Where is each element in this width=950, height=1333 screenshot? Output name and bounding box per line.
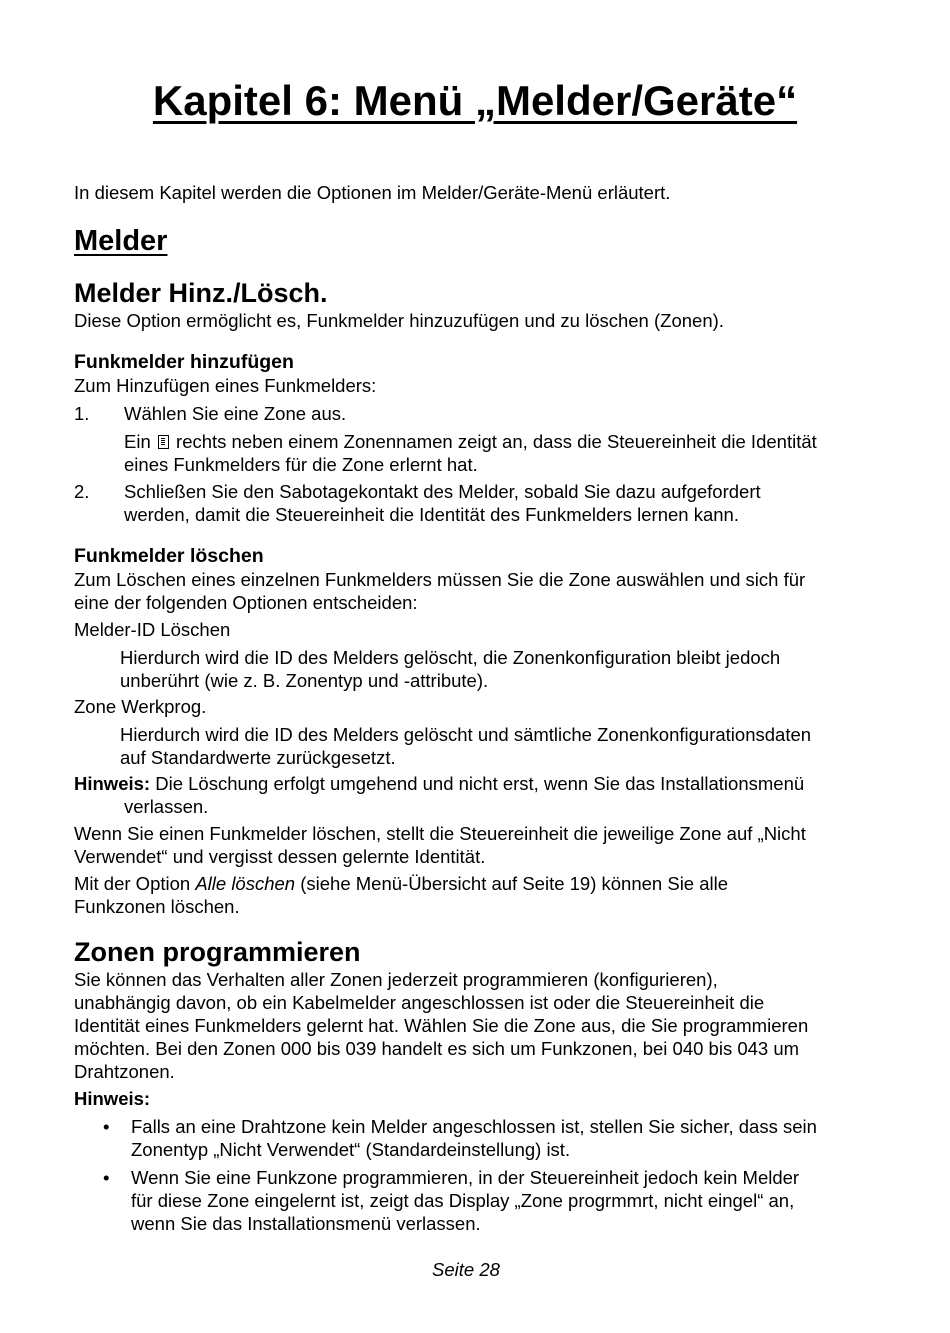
intro-paragraph: In diesem Kapitel werden die Optionen im Melder/Geräte-Menü erläutert. bbox=[74, 182, 671, 203]
bullet-1-line-2: Zonentyp „Nicht Verwendet“ (Standardeinstellung) ist. bbox=[131, 1139, 571, 1160]
bullet-1-marker: • bbox=[103, 1116, 110, 1137]
option-1-description-line-2: unberührt (wie z. B. Zonentyp und -attribute). bbox=[120, 670, 489, 691]
delete-paragraph-2-line-2: Funkzonen löschen. bbox=[74, 896, 240, 917]
step-1-note-line-2: eines Funkmelders für die Zone erlernt hat. bbox=[124, 454, 478, 475]
delete-paragraph-1-line-1: Wenn Sie einen Funkmelder löschen, stellt die Steuereinheit die jeweilige Zone auf „Nicht bbox=[74, 823, 806, 844]
step-1-text: Wählen Sie eine Zone aus. bbox=[124, 403, 347, 424]
zonen-text-line-4: möchten. Bei den Zonen 000 bis 039 handelt es sich um Funkzonen, bei 040 bis 043 um bbox=[74, 1038, 800, 1059]
zonen-text-line-5: Drahtzonen. bbox=[74, 1061, 175, 1082]
zone-learned-icon bbox=[158, 435, 169, 449]
heading-funkmelder-loeschen: Funkmelder löschen bbox=[74, 545, 264, 567]
option-label-zone-werkprog: Zone Werkprog. bbox=[74, 696, 207, 717]
bullet-2-marker: • bbox=[103, 1167, 110, 1188]
step-number-2: 2. bbox=[74, 481, 90, 502]
delete-paragraph-2-line-1 bbox=[74, 872, 728, 895]
subsection-description: Diese Option ermöglicht es, Funkmelder hinzuzufügen und zu löschen (Zonen). bbox=[74, 310, 724, 331]
delete-note-line-2: verlassen. bbox=[124, 796, 209, 817]
option-2-description-line-1: Hierdurch wird die ID des Melders gelöscht und sämtliche Zonenkonfigurationsdaten bbox=[120, 724, 812, 745]
step-1-note-line-1 bbox=[124, 430, 817, 453]
note-label: Hinweis: bbox=[74, 773, 151, 794]
step-number-1: 1. bbox=[74, 403, 90, 424]
bullet-2-line-2: für diese Zone eingelernt ist, zeigt das Display „Zone progrmmrt, nicht eingel“ an, bbox=[131, 1190, 795, 1211]
zonen-text-line-2: unabhängig davon, ob ein Kabelmelder angeschlossen ist oder die Steuereinheit die bbox=[74, 992, 765, 1013]
step-2-line-1: Schließen Sie den Sabotagekontakt des Melder, sobald Sie dazu aufgefordert bbox=[124, 481, 761, 502]
zonen-text-line-1: Sie können das Verhalten aller Zonen jederzeit programmieren (konfigurieren), bbox=[74, 969, 718, 990]
zonen-text-line-3: Identität eines Funkmelders gelernt hat. Wählen Sie die Zone aus, die Sie programmieren bbox=[74, 1015, 809, 1036]
delete-lead-line-2: eine der folgenden Optionen entscheiden: bbox=[74, 592, 418, 613]
para-2-start: Mit der Option bbox=[74, 873, 191, 894]
page-number: Seite 28 bbox=[432, 1259, 500, 1280]
para-2-end: (siehe Menü-Übersicht auf Seite 19) können Sie alle bbox=[300, 873, 729, 894]
subsection-heading-melder-hinz-loesch: Melder Hinz./Lösch. bbox=[74, 278, 328, 308]
note-text: Die Löschung erfolgt umgehend und nicht erst, wenn Sie das Installationsmenü bbox=[155, 773, 805, 794]
add-lead-text: Zum Hinzufügen eines Funkmelders: bbox=[74, 375, 377, 396]
section-heading-melder: Melder bbox=[74, 225, 168, 257]
bullet-1-line-1: Falls an eine Drahtzone kein Melder angeschlossen ist, stellen Sie sicher, dass sein bbox=[131, 1116, 817, 1137]
chapter-title: Kapitel 6: Menü „Melder/Geräte“ bbox=[152, 77, 798, 124]
option-name-alle-loeschen: Alle löschen bbox=[195, 873, 296, 894]
bullet-2-line-3: wenn Sie das Installationsmenü verlassen. bbox=[131, 1213, 481, 1234]
delete-lead-line-1: Zum Löschen eines einzelnen Funkmelders müssen Sie die Zone auswählen und sich für bbox=[74, 569, 806, 590]
step-2-line-2: werden, damit die Steuereinheit die Identität des Funkmelders lernen kann. bbox=[124, 504, 739, 525]
heading-funkmelder-hinzufuegen: Funkmelder hinzufügen bbox=[74, 351, 294, 373]
delete-note-line-1 bbox=[74, 772, 804, 795]
zonen-note-label: Hinweis: bbox=[74, 1088, 151, 1109]
section-heading-zonen-programmieren: Zonen programmieren bbox=[74, 937, 361, 967]
bullet-2-line-1: Wenn Sie eine Funkzone programmieren, in der Steuereinheit jedoch kein Melder bbox=[131, 1167, 800, 1188]
option-2-description-line-2: auf Standardwerte zurückgesetzt. bbox=[120, 747, 396, 768]
delete-paragraph-1-line-2: Verwendet“ und vergisst dessen gelernte Identität. bbox=[74, 846, 486, 867]
option-1-description-line-1: Hierdurch wird die ID des Melders gelöscht, die Zonenkonfiguration bleibt jedoch bbox=[120, 647, 781, 668]
option-label-melder-id-loeschen: Melder-ID Löschen bbox=[74, 619, 231, 640]
step-1-note-end: rechts neben einem Zonennamen zeigt an, dass die Steuereinheit die Identität bbox=[176, 431, 817, 452]
step-1-note-start: Ein bbox=[124, 431, 151, 452]
